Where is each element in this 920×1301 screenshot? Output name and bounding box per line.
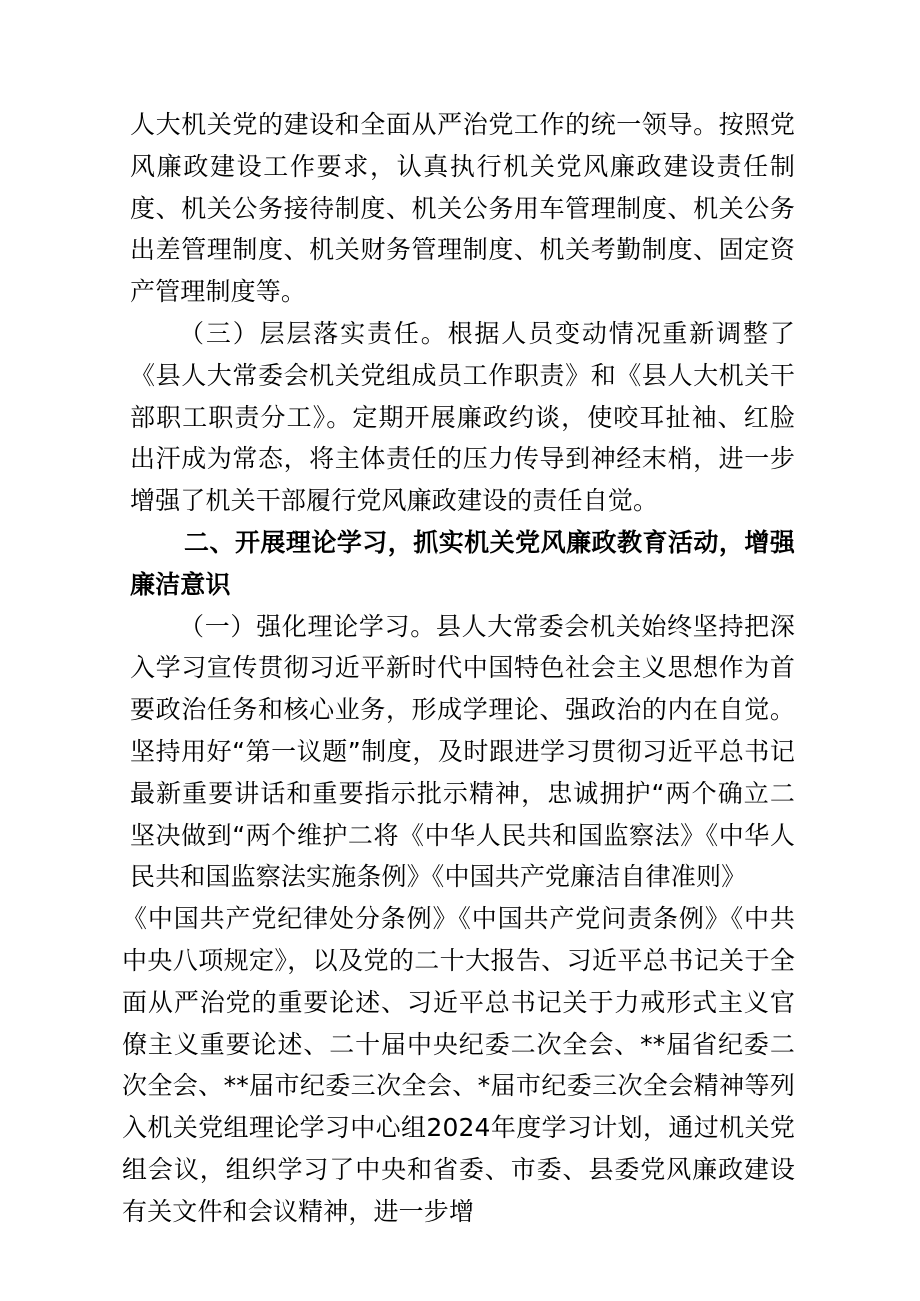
paragraph-implement-responsibility: （三）层层落实责任。根据人员变动情况重新调整了《县人大常委会机关党组成员工作职责》和《县人大机关干部职工职责分工》。定期开展廉政约谈，使咬耳扯袖、红脸出汗成为常态，将主体责任的压力传导到神经末梢，进一步增强了机关干部履行党风廉政建设的责任自觉。: [130, 318, 795, 516]
document-body: [122, 104, 795, 1233]
paragraph-study-plan-continued: 《中国共产党纪律处分条例》《中国共产党问责条例》《中共中央八项规定》，以及党的二十大报告、习近平总书记关于全面从严治党的重要论述、习近平总书记关于力戒形式主义官僚主义重要论述、二十届中央纪委二次全会、**届省纪委二次全会、**届市纪委三次全会、*届市纪委三次全会精神等列入机关党组理论学习中心组2024年度学习计划，通过机关党组会议，组织学习了中央和省委、市委、县委党风廉政建设有关文件和会议精神，进一步增: [122, 904, 795, 1226]
paragraph-responsibility-system: 人大机关党的建设和全面从严治党工作的统一领导。按照党风廉政建设工作要求，认真执行机关党风廉政建设责任制度、机关公务接待制度、机关公务用车管理制度、机关公务出差管理制度、机关财务管理制度、机关考勤制度、固定资产管理制度等。: [130, 110, 795, 307]
section-heading-theory-study: 二、开展理论学习，抓实机关党风廉政教育活动，增强廉洁意识: [130, 527, 795, 599]
paragraph-strengthen-theory-study: （一）强化理论学习。县人大常委会机关始终坚持把深入学习宣传贯彻习近平新时代中国特色社会主义思想作为首要政治任务和核心业务，形成学理论、强政治的内在自觉。坚持用好“第一议题”制度，及时跟进学习贯彻习近平总书记最新重要讲话和重要指示批示精神，忠诚拥护“两个确立二坚决做到“两个维护二将《中华人民共和国监察法》《中华人民共和国监察法实施条例》《中国共产党廉洁自律准则》: [130, 611, 795, 892]
